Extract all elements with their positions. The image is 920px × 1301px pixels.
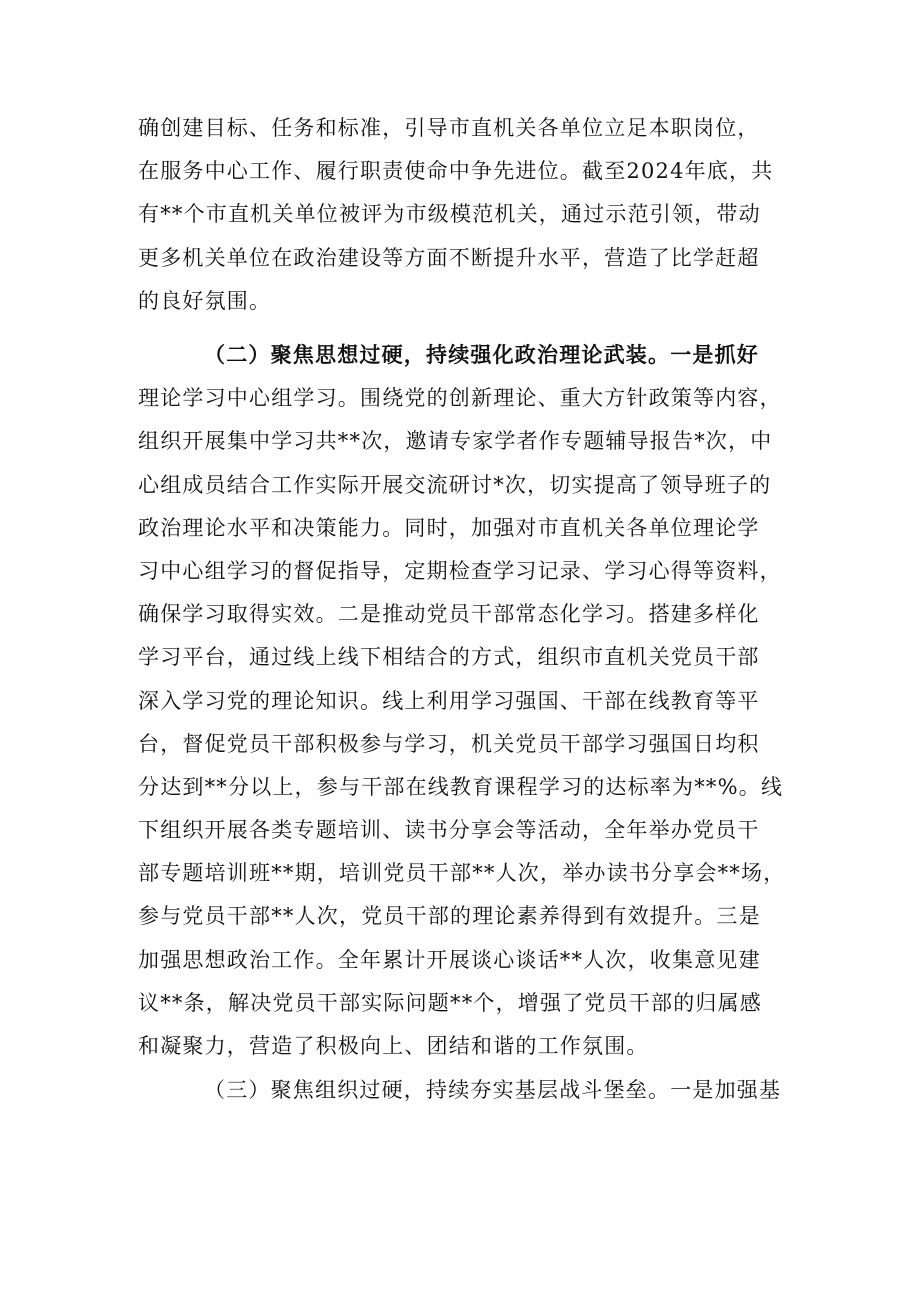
text-line: 参与党员干部**人次，党员干部的理论素养得到有效提升。三是 — [138, 904, 761, 929]
paragraph-section3 — [138, 1069, 800, 1112]
section3-first-line: （三）聚焦组织过硬，持续夯实基层战斗堡垒。一是加强基 — [204, 1078, 782, 1102]
paragraph-section1-end — [138, 107, 800, 323]
paragraph-section2 — [138, 334, 800, 1068]
section2-heading: （二）聚焦思想过硬，持续强化政治理论武装。 — [204, 343, 671, 367]
text-line: 部专题培训班**期，培训党员干部**人次，举办读书分享会**场， — [138, 861, 786, 886]
text-line: 确创建目标、任务和标准，引导市直机关各单位立足本职岗位， — [138, 116, 760, 140]
text-line: 深入学习党的理论知识。线上利用学习强国、干部在线教育等平 — [138, 688, 760, 713]
text-line: 分达到**分以上，参与干部在线教育课程学习的达标率为**%。线 — [138, 774, 784, 799]
text-line: 下组织开展各类专题培训、读书分享会等活动，全年举办党员干 — [138, 818, 760, 843]
text-line: 组织开展集中学习共**次，邀请专家学者作专题辅导报告*次，中 — [138, 429, 773, 454]
text-line: 议**条，解决党员干部实际问题**个，增强了党员干部的归属感 — [138, 990, 762, 1015]
text-line: 有**个市直机关单位被评为市级模范机关，通过示范引领，带动 — [138, 202, 761, 227]
text-line: 台，督促党员干部积极参与学习，机关党员干部学习强国日均积 — [138, 731, 760, 756]
text-line: 更多机关单位在政治建设等方面不断提升水平，营造了比学赶超 — [138, 245, 760, 270]
text-line: 确保学习取得实效。二是推动党员干部常态化学习。搭建多样化 — [138, 602, 760, 627]
text-line: 加强思想政治工作。全年累计开展谈心谈话**人次，收集意见建 — [138, 947, 761, 972]
text-line: 习中心组学习的督促指导，定期检查学习记录、学习心得等资料， — [138, 558, 782, 583]
section2-first-line — [138, 334, 800, 377]
section2-first-line-rest: 一是抓好 — [670, 343, 760, 367]
text-line: 和凝聚力，营造了积极向上、团结和谐的工作氛围。 — [138, 1034, 649, 1058]
text-line: 政治理论水平和决策能力。同时，加强对市直机关各单位理论学 — [138, 515, 760, 540]
text-line: 心组成员结合工作实际开展交流研讨*次，切实提高了领导班子的 — [138, 472, 772, 497]
text-line: 的良好氛围。 — [138, 288, 272, 313]
text-line: 学习平台，通过线上线下相结合的方式，组织市直机关党员干部 — [138, 645, 760, 670]
text-line: 在服务中心工作、履行职责使命中争先进位。截至2024年底，共 — [138, 159, 774, 184]
text-line: 理论学习中心组学习。围绕党的创新理论、重大方针政策等内容， — [138, 386, 782, 411]
